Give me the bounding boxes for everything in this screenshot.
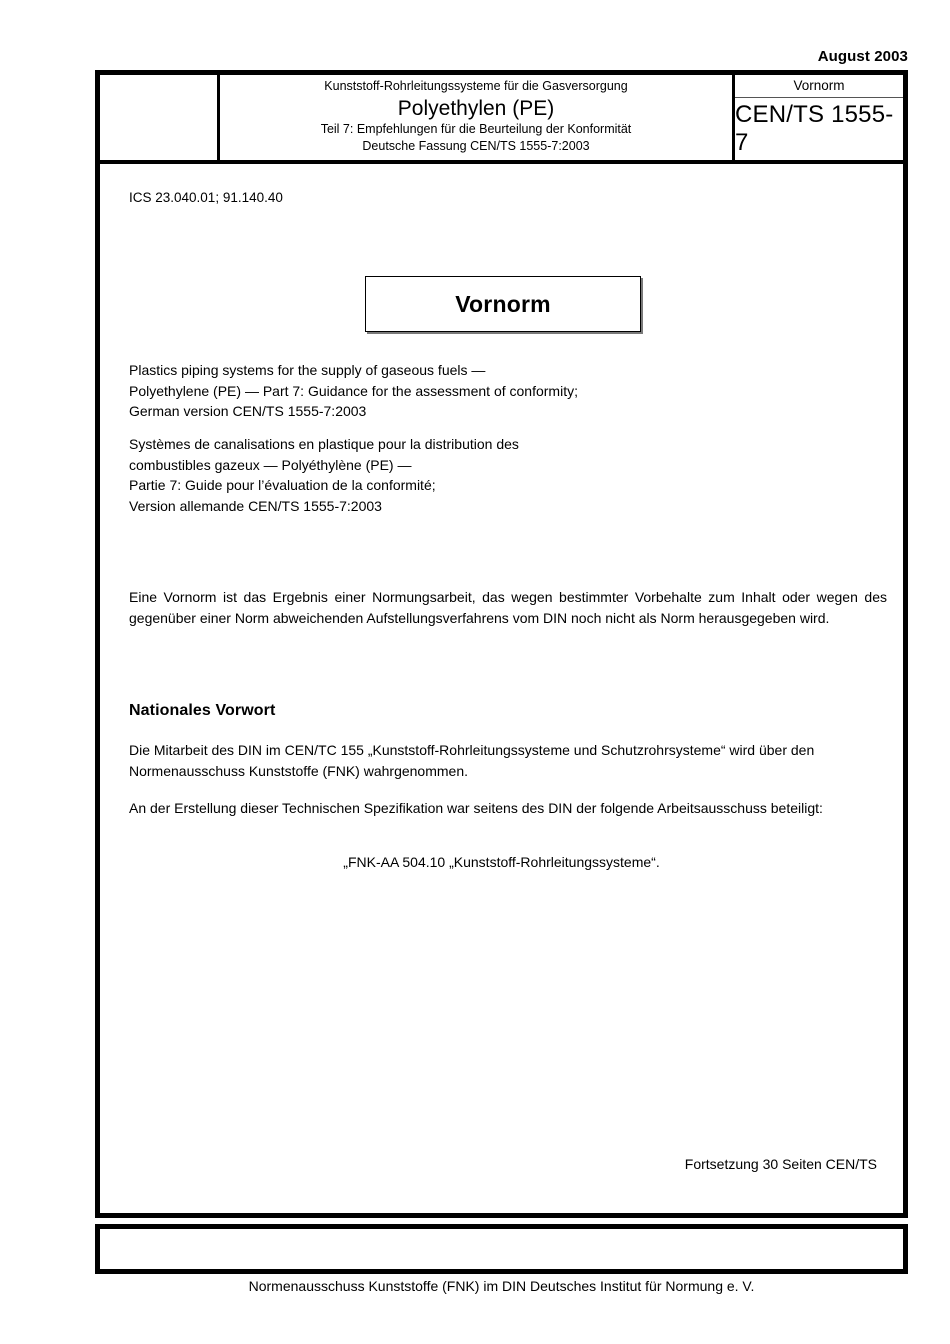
document-number: CEN/TS 1555-7 xyxy=(735,101,894,156)
vornorm-definition-paragraph: Eine Vornorm ist das Ergebnis einer Normungsarbeit, das wegen bestimmter Vorbehalte zum Inhalt oder wegen des gegenüber einer Norm abweichenden Aufstellungsverfahrens vom DIN noch nicht als Norm herausgegeben wird. xyxy=(129,589,887,626)
page-title: Nationales Vorwort xyxy=(129,702,276,719)
english-title-line: Plastics piping systems for the supply of gaseous fuels — xyxy=(129,362,486,378)
committee-name: „FNK-AA 504.10 „Kunststoff-Rohrleitungssysteme“. xyxy=(343,854,660,870)
publisher-line: Normenausschuss Kunststoffe (FNK) im DIN Deutsches Institut für Normung e. V. xyxy=(248,1278,755,1294)
vornorm-stamp-label: Vornorm xyxy=(455,290,551,317)
title-part: Teil 7: Empfehlungen für die Beurteilung der Konformität xyxy=(320,122,632,136)
continuation-note: Fortsetzung 30 Seiten CEN/TS xyxy=(684,1156,877,1172)
title-version: Deutsche Fassung CEN/TS 1555-7:2003 xyxy=(362,139,590,153)
foreword-paragraph-1: Die Mitarbeit des DIN im CEN/TC 155 „Kunststoff-Rohrleitungssysteme und Schutzrohrsysteme“ wird über den Normenausschuss Kunststoffe (FNK) wahrgenommen. xyxy=(129,742,815,779)
foreword-paragraph-2: An der Erstellung dieser Technischen Spezifikation war seitens des DIN der folgende Arbeitsausschuss beteiligt: xyxy=(129,800,823,816)
french-title-line: Systèmes de canalisations en plastique pour la distribution des xyxy=(129,436,519,452)
english-title-block xyxy=(129,360,578,422)
reference-cell xyxy=(735,75,903,160)
title-cell xyxy=(220,75,735,160)
ics-codes: ICS 23.040.01; 91.140.40 xyxy=(129,190,283,205)
french-title-line: Version allemande CEN/TS 1555-7:2003 xyxy=(129,497,382,514)
document-body xyxy=(100,164,903,1294)
french-title-line: Partie 7: Guide pour l’évaluation de la conformité; xyxy=(129,477,436,493)
footer-box xyxy=(95,1224,908,1274)
document-frame xyxy=(95,70,908,1294)
french-title-block xyxy=(129,434,519,516)
document-kind: Vornorm xyxy=(735,75,903,98)
title-block-table xyxy=(100,75,903,164)
logo-cell xyxy=(100,75,220,160)
title-subtitle: Kunststoff-Rohrleitungssysteme für die Gasversorgung xyxy=(324,79,628,93)
vornorm-stamp-box xyxy=(365,276,641,332)
english-title-line: German version CEN/TS 1555-7:2003 xyxy=(129,403,367,419)
english-title-line: Polyethylene (PE) — Part 7: Guidance for the assessment of conformity; xyxy=(129,382,578,399)
french-title-line: combustibles gazeux — Polyéthylène (PE) — xyxy=(129,456,412,473)
title-main: Polyethylen (PE) xyxy=(397,97,555,120)
publication-date: August 2003 xyxy=(817,48,908,65)
